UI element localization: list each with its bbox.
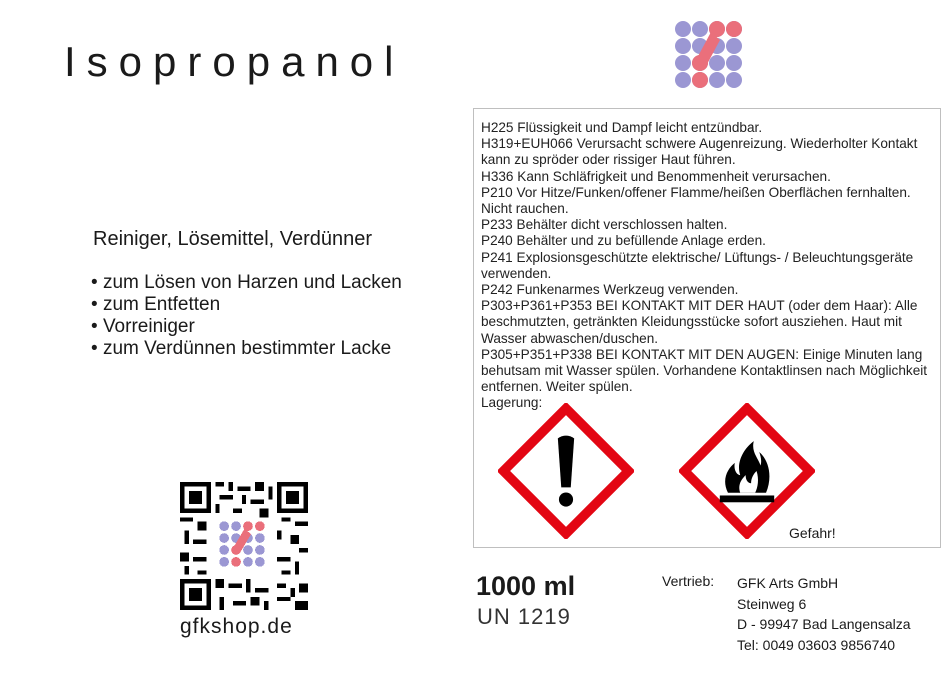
hazard-statements <box>481 120 939 412</box>
use-list <box>91 272 402 360</box>
hazard-statement: P303+P361+P353 BEI KONTAKT MIT DER HAUT (oder dem Haar): Alle beschmutzten, getränkten Kleidungsstücke sofort ausziehen. Haut mit Wasser abwaschen/duschen. <box>481 298 918 346</box>
use-item: • zum Entfetten <box>91 294 402 316</box>
distributor-address <box>737 573 911 655</box>
hazard-statement: P233 Behälter dicht verschlossen halten. <box>481 217 728 233</box>
qr-code-icon <box>180 482 308 610</box>
hazard-statement: P241 Explosionsgeschützte elektrische/ Lüftungs- / Beleuchtungsgeräte verwenden. <box>481 249 914 281</box>
hazard-statement: P210 Vor Hitze/Funken/offener Flamme/heißen Oberflächen fernhalten. Nicht rauchen. <box>481 184 911 217</box>
product-title: Isopropanol <box>64 38 405 85</box>
use-item: • zum Lösen von Harzen und Lacken <box>91 272 402 294</box>
hazard-statement: H336 Kann Schläfrigkeit und Benommenheit verursachen. <box>481 168 831 184</box>
distributor-phone: Tel: 0049 03603 9856740 <box>737 636 896 653</box>
exclamation-mark-icon <box>498 403 634 539</box>
use-item: • Vorreiniger <box>91 316 402 338</box>
shop-url: gfkshop.de <box>180 615 293 638</box>
hazard-panel <box>473 108 941 548</box>
un-number: UN 1219 <box>477 604 571 629</box>
hazard-statement: H225 Flüssigkeit und Dampf leicht entzündbar. <box>481 120 763 135</box>
hazard-statement: P305+P351+P338 BEI KONTAKT MIT DEN AUGEN: Einige Minuten lang behutsam mit Wasser spülen. Vorhandene Kontaktlinsen nach Möglichkeit entfernen. Weiter spülen. <box>481 346 928 395</box>
signal-word: Gefahr! <box>789 525 836 541</box>
use-item: • zum Verdünnen bestimmter Lacke <box>91 338 402 360</box>
product-subtitle: Reiniger, Lösemittel, Verdünner <box>93 228 373 250</box>
distributor-city: D - 99947 Bad Langensalza <box>737 616 911 632</box>
brand-logo-icon <box>674 20 742 88</box>
hazard-statement: P242 Funkenarmes Werkzeug verwenden. <box>481 282 739 298</box>
storage-label: Lagerung: <box>481 395 543 411</box>
hazard-statement: H319+EUH066 Verursacht schwere Augenreizung. Wiederholter Kontakt kann zu spröder oder rissiger Haut führen. <box>481 136 918 168</box>
distributor-name: GFK Arts GmbH <box>737 575 839 591</box>
hazard-statement: P240 Behälter und zu befüllende Anlage erden. <box>481 233 766 249</box>
flame-icon <box>679 403 815 539</box>
volume-label: 1000 ml <box>476 571 576 601</box>
distributor-label: Vertrieb: <box>662 573 715 589</box>
distributor-street: Steinweg 6 <box>737 595 807 612</box>
